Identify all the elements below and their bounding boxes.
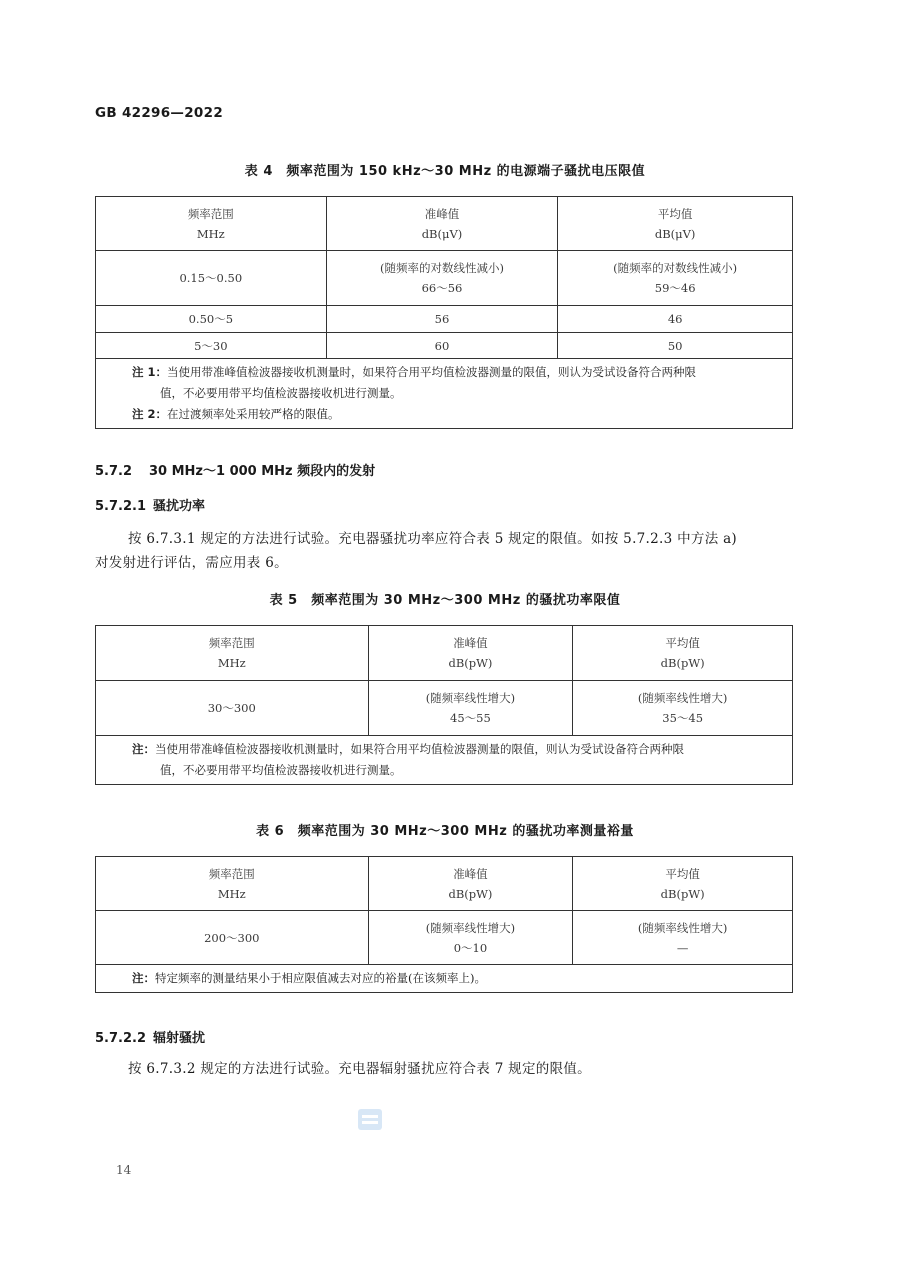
table-cell: 200～300 xyxy=(96,911,369,965)
note-text: 值，不必要用带平均值检波器接收机进行测量。 xyxy=(160,386,402,400)
table-5-header-freq: 频率范围 MHz xyxy=(96,626,369,681)
table-6-header-freq: 频率范围 MHz xyxy=(96,857,369,911)
note-label: 注： xyxy=(132,742,155,756)
table-5 xyxy=(95,625,793,785)
table-5-header-row xyxy=(96,626,793,681)
note-text: 在过渡频率处采用较严格的限值。 xyxy=(167,407,340,421)
subsection-heading: 5.7.2.2 辐射骚扰 xyxy=(95,1031,206,1046)
table-5-header-qp: 准峰值 dB(pW) xyxy=(368,626,573,681)
table-cell: 56 xyxy=(326,306,558,333)
table-4-notes-row xyxy=(96,359,793,429)
publisher-logo-icon xyxy=(358,1109,382,1130)
paragraph: 按 6.7.3.2 规定的方法进行试验。充电器辐射骚扰应符合表 7 规定的限值。 xyxy=(128,1061,591,1077)
table-4 xyxy=(95,196,793,429)
note-text: 值，不必要用带平均值检波器接收机进行测量。 xyxy=(160,763,402,777)
note-label: 注： xyxy=(132,971,155,985)
document-header: GB 42296—2022 xyxy=(95,105,224,121)
table-6-notes xyxy=(96,965,793,993)
table-cell: 46 xyxy=(558,306,793,333)
table-cell: 30～300 xyxy=(96,681,369,736)
table-5-caption: 表 5 频率范围为 30 MHz～300 MHz 的骚扰功率限值 xyxy=(269,593,621,608)
table-4-caption: 表 4 频率范围为 150 kHz～30 MHz 的电源端子骚扰电压限值 xyxy=(244,164,646,179)
table-6-header-avg: 平均值 dB(pW) xyxy=(573,857,793,911)
table-4-notes xyxy=(96,359,793,429)
section-heading: 5.7.2 30 MHz～1 000 MHz 频段内的发射 xyxy=(95,464,376,479)
note-label: 注 1： xyxy=(132,365,168,379)
table-6-notes-row xyxy=(96,965,793,993)
table-cell: 5～30 xyxy=(96,333,327,359)
note-text: 当使用带准峰值检波器接收机测量时，如果符合用平均值检波器测量的限值，则认为受试设备符合两种限 xyxy=(167,365,697,379)
table-cell: 60 xyxy=(326,333,558,359)
table-row xyxy=(96,681,793,736)
table-cell: 0.15～0.50 xyxy=(96,251,327,306)
table-5-header-avg: 平均值 dB(pW) xyxy=(573,626,793,681)
table-row xyxy=(96,306,793,333)
table-5-notes xyxy=(96,736,793,785)
table-cell: (随频率的对数线性减小) 66～56 xyxy=(326,251,558,306)
note-label: 注 2： xyxy=(132,407,168,421)
table-6-header-row xyxy=(96,857,793,911)
table-6-caption: 表 6 频率范围为 30 MHz～300 MHz 的骚扰功率测量裕量 xyxy=(256,824,634,839)
table-4-header-freq: 频率范围 MHz xyxy=(96,197,327,251)
paragraph: 按 6.7.3.1 规定的方法进行试验。充电器骚扰功率应符合表 5 规定的限值。如按 5.7.2.3 中方法 a) 对发射进行评估，需应用表 6。 xyxy=(95,531,738,571)
table-cell: (随频率线性增大) 0～10 xyxy=(368,911,573,965)
table-4-header-row xyxy=(96,197,793,251)
table-6-header-qp: 准峰值 dB(pW) xyxy=(368,857,573,911)
subsection-heading: 5.7.2.1 骚扰功率 xyxy=(95,499,206,514)
table-cell: (随频率线性增大) — xyxy=(573,911,793,965)
table-row xyxy=(96,251,793,306)
note-text: 特定频率的测量结果小于相应限值减去对应的裕量(在该频率上)。 xyxy=(155,971,486,985)
table-5-notes-row xyxy=(96,736,793,785)
table-cell: 0.50～5 xyxy=(96,306,327,333)
table-cell: (随频率线性增大) 35～45 xyxy=(573,681,793,736)
table-cell: (随频率的对数线性减小) 59～46 xyxy=(558,251,793,306)
table-cell: 50 xyxy=(558,333,793,359)
table-4-header-avg: 平均值 dB(μV) xyxy=(558,197,793,251)
table-6 xyxy=(95,856,793,993)
page-number: 14 xyxy=(116,1163,132,1177)
table-row xyxy=(96,911,793,965)
table-row xyxy=(96,333,793,359)
table-cell: (随频率线性增大) 45～55 xyxy=(368,681,573,736)
note-text: 当使用带准峰值检波器接收机测量时，如果符合用平均值检波器测量的限值，则认为受试设备符合两种限 xyxy=(155,742,684,756)
table-4-header-qp: 准峰值 dB(μV) xyxy=(326,197,558,251)
